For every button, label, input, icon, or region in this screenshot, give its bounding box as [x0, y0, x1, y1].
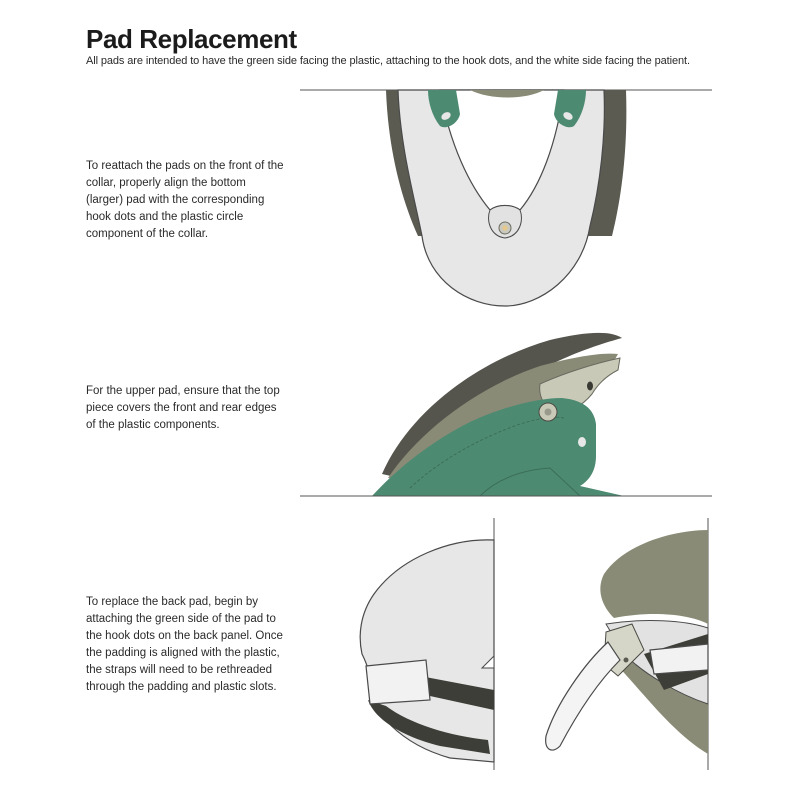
- front-collar-illustration: [300, 86, 712, 312]
- back-plastic-panel: [600, 530, 708, 624]
- back-strap: [546, 642, 620, 750]
- step-front-pad-text: To reattach the pads on the front of the collar, properly align the bottom (larger) pad with the corresponding hook dots and the plastic circle component of the collar.: [86, 160, 284, 240]
- step-upper-pad-text: For the upper pad, ensure that the top piece covers the front and rear edges of the plastic components.: [86, 385, 280, 431]
- step-back-pad-text: To replace the back pad, begin by attaching the green side of the pad to the hook dots on the back panel. Once the padding is aligned with the plastic, the straps will need to be rethreaded through the padding and plastic slots.: [86, 596, 283, 693]
- plastic-circle-center: [502, 225, 507, 230]
- page-title: Pad Replacement: [86, 24, 297, 54]
- upper-pad-illustration: [300, 320, 712, 500]
- back-pad-illustration-right: [494, 514, 712, 770]
- pad-slot: [578, 437, 586, 447]
- back-pad-illustration-left: [340, 514, 500, 770]
- plastic-tip-hole: [587, 382, 593, 391]
- pad-screw-center: [545, 409, 552, 416]
- buckle-rivet: [624, 658, 629, 663]
- strap-end: [650, 644, 708, 674]
- page-subtitle: All pads are intended to have the green side facing the plastic, attaching to the hook dots, and the white side facing the patient.: [86, 55, 690, 67]
- strap: [366, 660, 430, 704]
